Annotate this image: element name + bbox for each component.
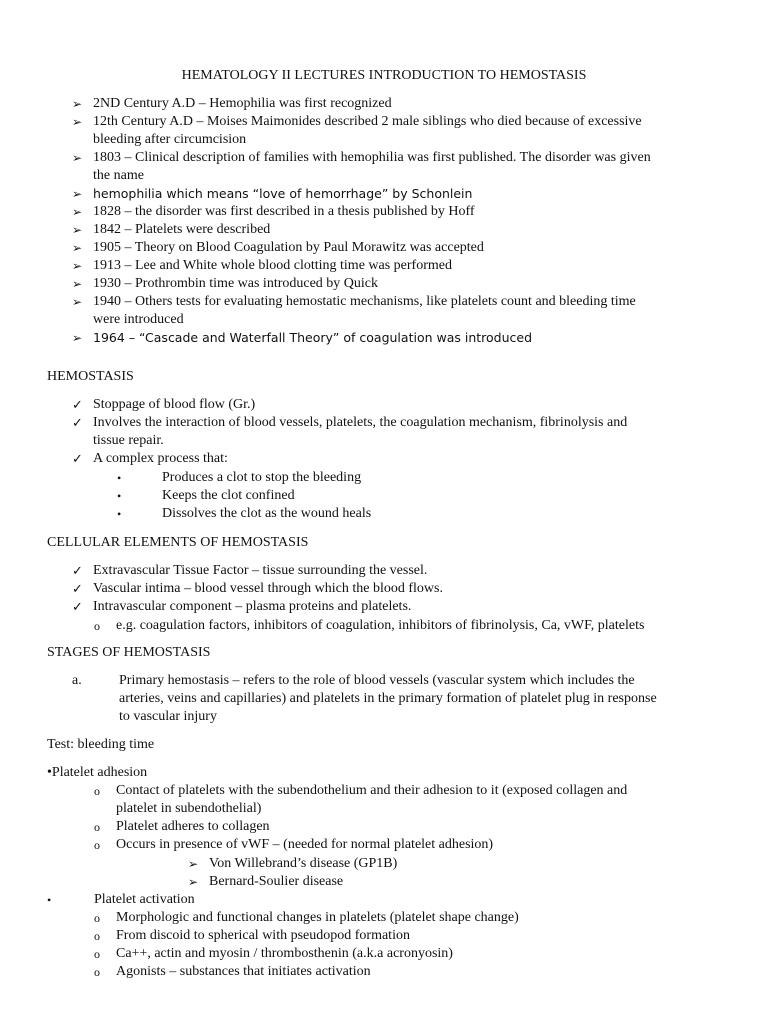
- test-line: Test: bleeding time: [47, 737, 155, 752]
- platelet-adhesion-heading: •Platelet adhesion: [47, 765, 148, 780]
- arrow-bullet-icon: ➢: [72, 115, 83, 129]
- check-icon: ✓: [72, 599, 83, 614]
- check-icon: ✓: [72, 563, 83, 578]
- check-icon: ✓: [72, 451, 83, 466]
- circle-bullet-icon: o: [94, 947, 100, 961]
- cellular-list: [72, 562, 732, 616]
- cellular-sub-item: [94, 617, 734, 635]
- circle-bullet-icon: o: [94, 911, 100, 925]
- list-item: ✓ Extravascular Tissue Factor – tissue surrounding the vessel.: [72, 562, 732, 580]
- circle-bullet-icon: o: [94, 965, 100, 979]
- list-item: o Morphologic and functional changes in platelets (platelet shape change): [94, 909, 734, 927]
- list-item: • Dissolves the clot as the wound heals: [117, 505, 717, 523]
- arrow-bullet-icon: ➢: [72, 277, 83, 291]
- list-item: • Keeps the clot confined: [117, 487, 717, 505]
- list-item: o Platelet adheres to collagen: [94, 818, 734, 836]
- section-heading-stages: STAGES OF HEMOSTASIS: [47, 645, 211, 660]
- arrow-bullet-icon: ➢: [72, 241, 83, 255]
- arrow-bullet-icon: ➢: [72, 151, 83, 165]
- adhesion-list: [94, 782, 734, 854]
- bullet-icon: •: [117, 507, 122, 521]
- arrow-bullet-icon: ➢: [72, 205, 83, 219]
- list-item: ✓ Stoppage of blood flow (Gr.): [72, 396, 732, 414]
- bullet-icon: •: [117, 489, 122, 503]
- check-icon: ✓: [72, 581, 83, 596]
- list-item: ➢ 1913 – Lee and White whole blood clotting time was performed: [72, 257, 732, 275]
- list-item: ➢ 1940 – Others tests for evaluating hemostatic mechanisms, like platelets count and bleeding time were introduced: [72, 294, 636, 328]
- check-icon: ✓: [72, 397, 83, 412]
- check-icon: ✓: [72, 415, 83, 430]
- arrow-bullet-icon: ➢: [72, 331, 83, 345]
- list-item: o e.g. coagulation factors, inhibitors of coagulation, inhibitors of fibrinolysis, Ca, vWF, platelets: [94, 617, 734, 635]
- bullet-icon: •: [47, 893, 52, 907]
- list-item: ➢ 1803 – Clinical description of families with hemophilia was first published. The disorder was given the name: [72, 150, 651, 184]
- list-item: o Ca++, actin and myosin / thrombosthenin (a.k.a acronyosin): [94, 945, 734, 963]
- circle-bullet-icon: o: [94, 929, 100, 943]
- list-item: ➢ hemophilia which means “love of hemorrhage” by Schonlein: [72, 185, 732, 203]
- section-heading-cellular: CELLULAR ELEMENTS OF HEMOSTASIS: [47, 535, 309, 550]
- platelet-activation-heading: • Platelet activation: [47, 891, 687, 909]
- arrow-bullet-icon: ➢: [72, 97, 83, 111]
- list-item: ✓ Intravascular component – plasma proteins and platelets.: [72, 598, 732, 616]
- circle-bullet-icon: o: [94, 820, 100, 834]
- arrow-bullet-icon: ➢: [72, 259, 83, 273]
- list-item: ➢ 1930 – Prothrombin time was introduced by Quick: [72, 275, 732, 293]
- list-item: ➢ 1828 – the disorder was first described in a thesis published by Hoff: [72, 203, 732, 221]
- circle-bullet-icon: o: [94, 619, 100, 633]
- arrow-bullet-icon: ➢: [72, 223, 83, 237]
- disease-list: [188, 855, 688, 891]
- process-list: [117, 469, 717, 523]
- list-item: • Produces a clot to stop the bleeding: [117, 469, 717, 487]
- section-heading-hemostasis: HEMOSTASIS: [47, 369, 134, 384]
- list-item: ✓ Involves the interaction of blood vessels, platelets, the coagulation mechanism, fibrinolysis and tissue repair.: [72, 415, 628, 449]
- history-list: [72, 95, 732, 347]
- list-item: ➢ 1905 – Theory on Blood Coagulation by Paul Morawitz was accepted: [72, 239, 732, 257]
- circle-bullet-icon: o: [94, 838, 100, 852]
- list-item: ➢ 12th Century A.D – Moises Maimonides described 2 male siblings who died because of excessive bleeding after circumcision: [72, 114, 642, 148]
- list-item: o Agonists – substances that initiates activation: [94, 963, 734, 981]
- arrow-bullet-icon: ➢: [72, 187, 83, 201]
- list-item: ✓ Vascular intima – blood vessel through which the blood flows.: [72, 580, 732, 598]
- stage-a-marker: a.: [72, 673, 82, 688]
- arrow-bullet-icon: ➢: [188, 857, 199, 871]
- list-item: o Contact of platelets with the subendothelium and their adhesion to it (exposed collagen and platelet in subendothelial): [94, 783, 628, 817]
- list-item: o Occurs in presence of vWF – (needed for normal platelet adhesion): [94, 836, 734, 854]
- list-item: ✓ A complex process that:: [72, 450, 732, 468]
- list-item: ➢ Bernard-Soulier disease: [188, 873, 688, 891]
- list-item: ➢ 1842 – Platelets were described: [72, 221, 732, 239]
- activation-list: [94, 909, 734, 981]
- arrow-bullet-icon: ➢: [188, 875, 199, 889]
- arrow-bullet-icon: ➢: [72, 295, 83, 309]
- list-item: ➢ Von Willebrand’s disease (GP1B): [188, 855, 688, 873]
- circle-bullet-icon: o: [94, 784, 100, 798]
- stage-a: a. Primary hemostasis – refers to the role of blood vessels (vascular system which includes the arteries, veins and capillaries) and platelets in the primary formation of platelet plug in response to vascular injury: [72, 673, 657, 725]
- list-item: o From discoid to spherical with pseudopod formation: [94, 927, 734, 945]
- hemostasis-list: [72, 396, 732, 468]
- bullet-icon: •: [117, 471, 122, 485]
- document-title: HEMATOLOGY II LECTURES INTRODUCTION TO HEMOSTASIS: [181, 68, 587, 83]
- list-item: ➢ 2ND Century A.D – Hemophilia was first recognized: [72, 95, 732, 113]
- list-item: ➢ 1964 – “Cascade and Waterfall Theory” of coagulation was introduced: [72, 329, 732, 347]
